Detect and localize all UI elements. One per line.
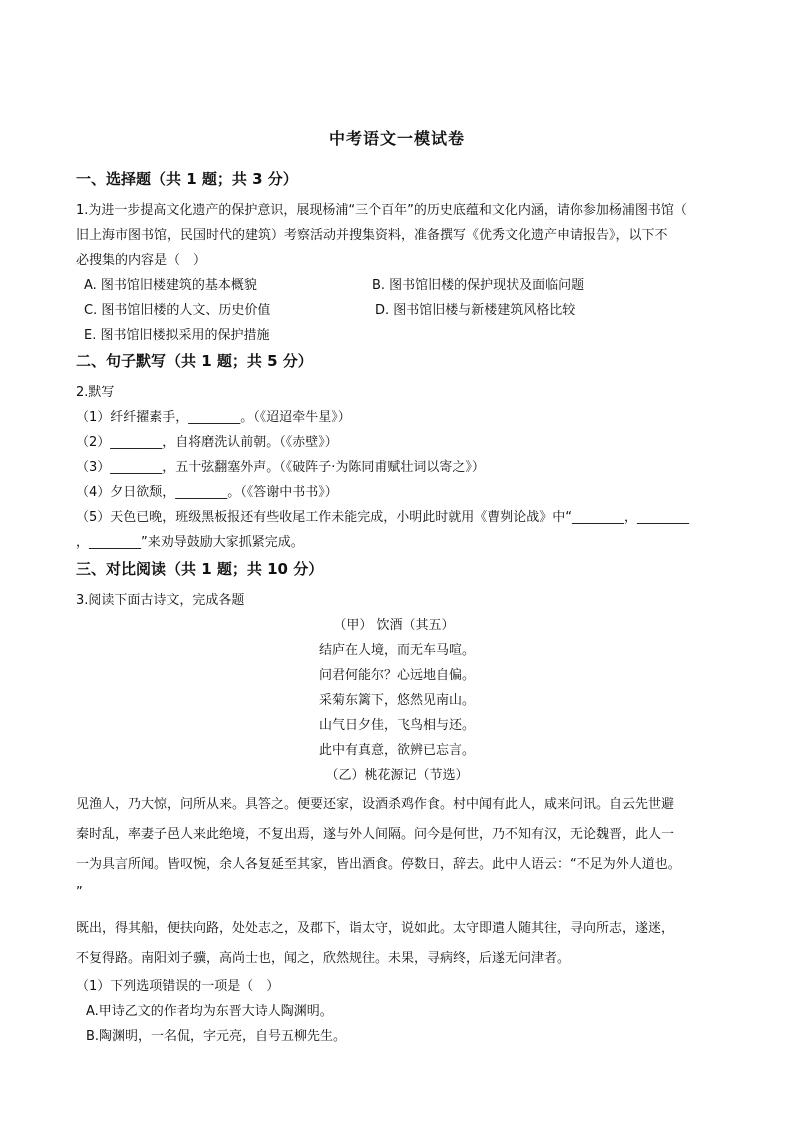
section-heading-dictation: 二、句子默写（共 1 题；共 5 分） [76,352,313,370]
page-title: 中考语文一模试卷 [328,129,465,148]
q3-sub1-stem: （1）下列选项错误的一项是（ ） [76,979,280,994]
poem-line: 问君何能尔？心远地自偏。 [318,668,475,683]
poem-line: 山气日夕佳，飞鸟相与还。 [318,718,475,733]
q1-stem-line-3: 必搜集的内容是（ ） [76,253,207,268]
prose-line: 既出，得其船，便扶向路，处处志之，及郡下，诣太守，说如此。太守即遣人随其往，寻向所志，遂迷， [76,921,675,936]
q2-item: （1）纤纤擢素手，________。（《迢迢牵牛星》） [76,410,351,425]
prose-line: 秦时乱，率妻子邑人来此绝境，不复出焉，遂与外人间隔。问今是何世，乃不知有汉，无论魏晋，此人一 [76,827,675,842]
q1-stem-line-2: 旧上海市图书馆，民国时代的建筑）考察活动并搜集资料，准备撰写《优秀文化遗产申请报告》，以下不 [76,228,668,243]
section-heading-reading: 三、对比阅读（共 1 题；共 10 分） [76,560,324,578]
q2-item: （5）天色已晚，班级黑板报还有些收尾工作未能完成，小明此时就用《曹刿论战》中“________，________ [76,510,690,525]
prose-line: 一为具言所闻。皆叹惋，余人各复延至其家，皆出酒食。停数日，辞去。此中人语云：“不足为外人道也。 [76,857,681,872]
poem-line: 结庐在人境，而无车马喧。 [318,643,475,658]
prose-line: ” [76,885,83,900]
poem-line: 此中有真意，欲辨已忘言。 [318,743,475,758]
q2-item: ，________”来劝导鼓励大家抓紧完成。 [76,535,304,550]
q2-item: （2）________，自将磨洗认前朝。（《赤壁》） [76,435,338,450]
q1-option-b: B. 图书馆旧楼的保护现状及面临问题 [372,278,585,293]
q1-option-a: A. 图书馆旧楼建筑的基本概貌 [84,278,257,293]
prose-line: 见渔人，乃大惊，问所从来。具答之。便要还家，设酒杀鸡作食。村中闻有此人，咸来问讯。自云先世避 [76,797,675,812]
section-heading-choice: 一、选择题（共 1 题；共 3 分） [76,170,298,188]
q2-item: （4）夕日欲颓，________。（《答谢中书书》） [76,485,338,500]
q3-heading: 3.阅读下面古诗文，完成各题 [76,593,245,608]
q2-item: （3）________，五十弦翻塞外声。（《破阵子·为陈同甫赋壮词以寄之》） [76,460,485,475]
poem-title: （甲） 饮酒（其五） [333,618,455,633]
q1-option-e: E. 图书馆旧楼拟采用的保护措施 [84,328,270,343]
q3-sub1-option-a: A.甲诗乙文的作者均为东晋大诗人陶渊明。 [86,1004,333,1019]
q3-sub1-option-b: B.陶渊明，一名侃，字元亮，自号五柳先生。 [86,1029,347,1044]
q1-option-d: D. 图书馆旧楼与新楼建筑风格比较 [375,303,576,318]
q1-stem-line-1: 1.为进一步提高文化遗产的保护意识，展现杨浦“三个百年”的历史底蕴和文化内涵，请你参加杨浦图书馆（ [76,203,687,218]
prose-line: 不复得路。南阳刘子骥，高尚士也，闻之，欣然规往。未果，寻病终，后遂无问津者。 [76,951,571,966]
q2-heading: 2.默写 [76,385,115,400]
q1-option-c: C. 图书馆旧楼的人文、历史价值 [84,303,271,318]
poem-line: 采菊东篱下，悠然见南山。 [318,693,475,708]
prose-title: （乙）桃花源记（节选） [325,768,469,783]
